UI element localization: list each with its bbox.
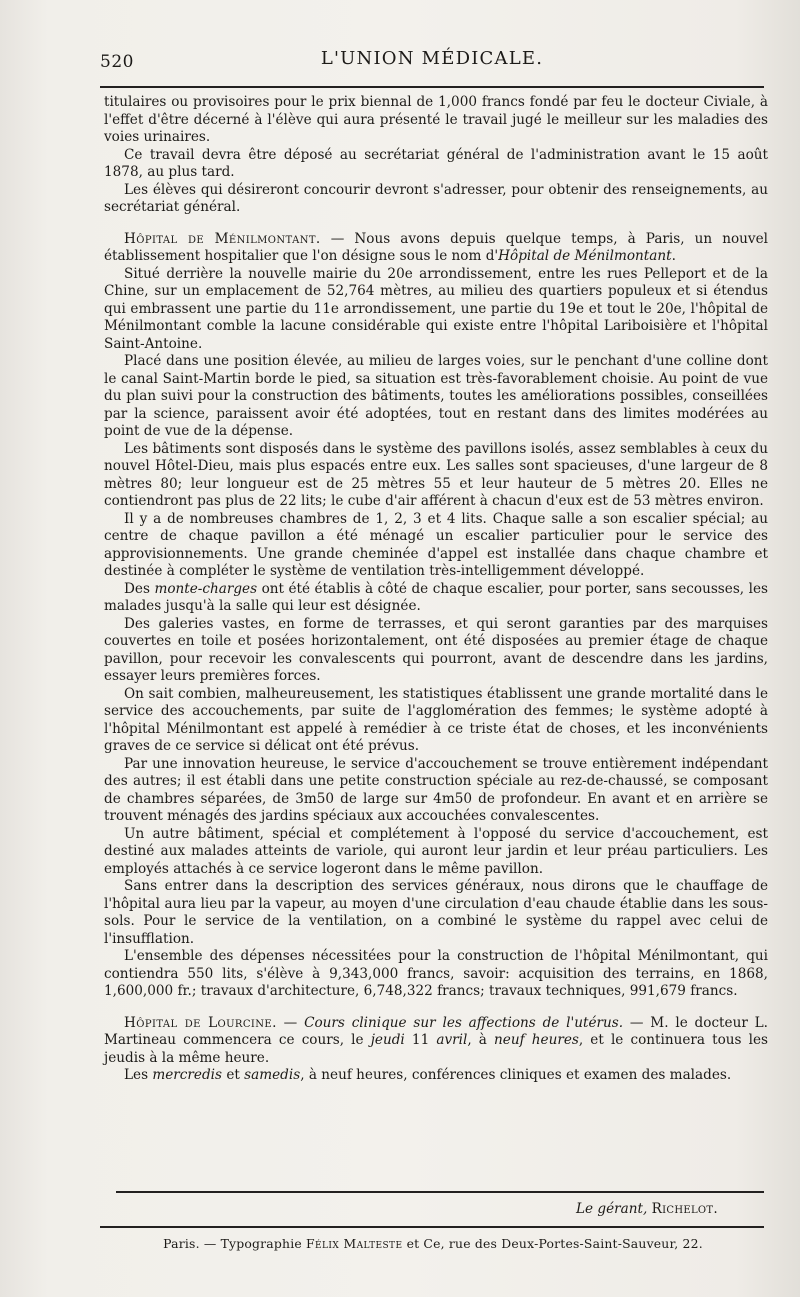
course-date: 11	[404, 1032, 437, 1048]
conf-day-2: samedis	[244, 1067, 301, 1083]
paragraph-maternity-service: Par une innovation heureuse, le service d'accouchement se trouve entièrement indépendant des autres; il est établi dans une petite construction spéciale au rez-de-chaussé, se composant de chambres séparées, de 3m50 de large sur 4m50 de profondeur. En avant et en arrière se trouvent ménagés des jardins spéciaux aux accouchées convalescentes.	[104, 755, 768, 824]
course-end: , et le continuera tous les jeudis à la même heure.	[104, 1032, 768, 1066]
section-heading-menilmontant: Hôpital de Ménilmontant.	[124, 230, 321, 247]
footer-rule	[100, 1226, 764, 1228]
paragraph-position: Placé dans une position élevée, au milieu de larges voies, sur le penchant d'une colline dont le canal Saint-Martin borde le pied, sa situation est très-favorablement choisie. Au point de vue du plan suivi pour la construction des bâtiments, toutes les améliorations possibles, conseillées par la science, paraissent avoir été adoptées, tout en restant dans des limites modérées au point de vue de la dépense.	[104, 353, 768, 439]
course-at: , à	[467, 1032, 495, 1048]
imprint-suffix: et Ce, rue des Deux-Portes-Saint-Sauveur, 22.	[402, 1236, 703, 1251]
course-day: jeudi	[370, 1032, 405, 1048]
hospital-name: Hôpital de Ménilmontant	[498, 248, 672, 264]
paragraph-rooms: Il y a de nombreuses chambres de 1, 2, 3 et 4 lits. Chaque salle a son escalier spécial; au centre de chaque pavillon a été ménagé un escalier particulier pour le service des approvisionnements. Une grande cheminée d'appel est installée dans chaque chambre et destinée à compléter le système de ventilation très-intelligemment développé.	[104, 510, 768, 579]
section-heading-lourcine: Hôpital de Lourcine.	[124, 1014, 277, 1031]
signature-label: Le gérant,	[576, 1201, 652, 1217]
paragraph-galleries: Des galeries vastes, en forme de terrasses, et qui seront garanties par des marquises couvertes en toile et posées horizontalement, ont été disposées au premier étage de chaque pavillon, pour recevoir les convalescents qui pourront, avant de descendre dans les jardins, essayer leurs premières forces.	[104, 615, 768, 684]
course-time: neuf heures	[494, 1032, 579, 1048]
course-text: — M. le docteur L. Martineau commencera ce cours, le	[104, 1014, 768, 1048]
header-rule	[100, 86, 764, 88]
paragraph-pavilions: Les bâtiments sont disposés dans le système des pavillons isolés, assez semblables à ceux du nouvel Hôtel-Dieu, mais plus espacés entre eux. Les salles sont spacieuses, d'une largeur de 8 mètres 80; leur longueur est de 25 mètres 55 et leur hauteur de 5 mètres 20. Elles ne contiendront pas plus de 22 lits; le cube d'air afférent à chacun d'eux est de 53 mètres environ.	[104, 440, 768, 509]
course-title: Cours clinique sur les affections de l'utérus.	[304, 1014, 624, 1031]
lifts-start: Des	[124, 580, 155, 597]
running-title: L'UNION MÉDICALE.	[320, 48, 544, 69]
paragraph-lourcine	[104, 1015, 768, 1068]
signature	[576, 1201, 718, 1217]
dash: —	[276, 1014, 305, 1031]
lifts-end: ont été établis à côté de chaque escalier, pour porter, sans secousses, les malades jusqu'à la salle qui leur est désignée.	[104, 580, 768, 614]
page-header	[100, 46, 764, 78]
lifts-term: monte-charges	[154, 580, 258, 597]
printer-imprint	[108, 1236, 758, 1251]
paragraph-menilmontant-intro	[104, 231, 768, 266]
conf-start: Les	[124, 1067, 153, 1083]
imprint-prefix: Paris. — Typographie	[163, 1236, 307, 1251]
conf-day-1: mercredis	[152, 1067, 222, 1083]
paragraph-conferences	[104, 1067, 768, 1085]
content-end-rule	[116, 1191, 764, 1193]
course-month: avril	[436, 1032, 468, 1048]
paragraph-location: Situé derrière la nouvelle mairie du 20e arrondissement, entre les rues Pelleport et de la Chine, sur un emplacement de 52,764 mètres, au milieu des quartiers populeux et si étendus qui embrassent une partie du 11e arrondissement, une partie du 19e et tout le 20e, l'hôpital de Ménilmontant comble la lacune considérable qui existe entre l'hôpital Lariboisière et l'hôpital Saint-Antoine.	[104, 265, 768, 352]
section-gap	[104, 217, 768, 231]
signature-name: Richelot.	[651, 1201, 718, 1217]
article-body	[104, 94, 768, 1085]
conf-end: , à neuf heures, conférences cliniques et examen des malades.	[300, 1067, 732, 1083]
paragraph-prize-civiale: titulaires ou provisoires pour le prix biennal de 1,000 francs fondé par feu le docteur Civiale, à l'effet d'être décerné à l'élève qui aura présenté le travail jugé le meilleur sur les maladies des voies urinaires.	[104, 94, 768, 145]
paragraph-secretariat: Les élèves qui désireront concourir devront s'adresser, pour obtenir des renseignements, au secrétariat général.	[104, 181, 768, 215]
intro-end: .	[671, 248, 676, 264]
intro-text: — Nous avons depuis quelque temps, à Paris, un nouvel établissement hospitalier que l'on désigne sous le nom d'	[104, 230, 769, 264]
paragraph-lifts	[104, 581, 768, 616]
imprint-printer-name: Félix Malteste	[306, 1236, 403, 1251]
page-number: 520	[100, 52, 134, 72]
paragraph-smallpox-building: Un autre bâtiment, spécial et complétement à l'opposé du service d'accouchement, est destiné aux malades atteints de variole, qui auront leur jardin et leur préau particuliers. Les employés attachés à ce service logeront dans le même pavillon.	[104, 825, 768, 877]
paragraph-expenses: L'ensemble des dépenses nécessitées pour la construction de l'hôpital Ménilmontant, qui contiendra 550 lits, s'élève à 9,343,000 francs, savoir: acquisition des terrains, en 1868, 1,600,000 fr.; travaux d'architecture, 6,748,322 francs; travaux techniques, 991,679 francs.	[104, 948, 768, 999]
paragraph-deadline: Ce travail devra être déposé au secrétariat général de l'administration avant le 15 août 1878, au plus tard.	[104, 146, 768, 180]
paragraph-maternity-risk: On sait combien, malheureusement, les statistiques établissent une grande mortalité dans le service des accouchements, par suite de l'agglomération des femmes; le système adopté à l'hôpital Ménilmontant est appelé à remédier à ce triste état de choses, et les inconvénients graves de ce service si délicat ont été prévus.	[104, 685, 768, 754]
paragraph-heating: Sans entrer dans la description des services généraux, nous dirons que le chauffage de l'hôpital aura lieu par la vapeur, au moyen d'une circulation d'eau chaude établie dans les sous-sols. Pour le service de la ventilation, on a combiné le système du rappel avec celui de l'insufflation.	[104, 878, 768, 947]
section-gap	[104, 1001, 768, 1015]
conf-and: et	[222, 1067, 245, 1083]
